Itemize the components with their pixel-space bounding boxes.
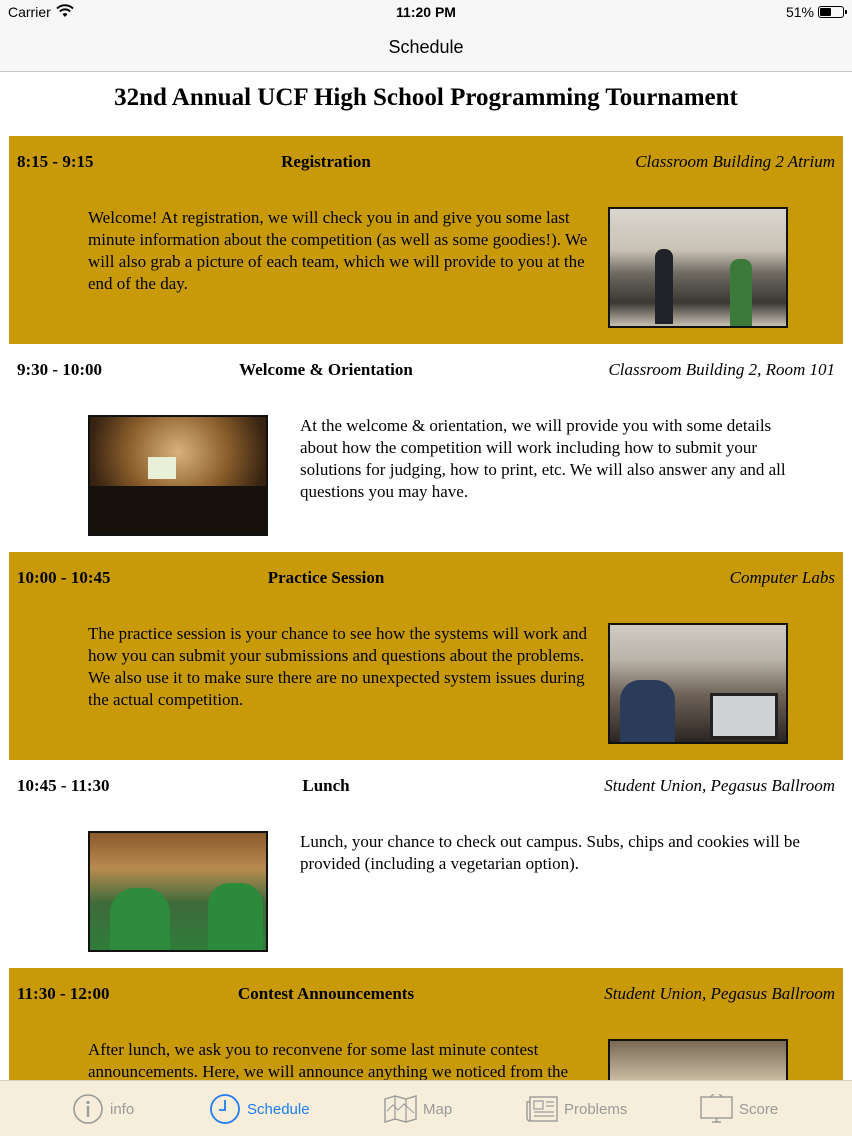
event-description: After lunch, we ask you to reconvene for some last minute contest announcements. Here, we will announce anything we noticed from the: [88, 1040, 569, 1080]
event-name: Registration: [281, 152, 371, 171]
status-bar: [0, 0, 852, 24]
event-name: Contest Announcements: [237, 984, 415, 1003]
schedule-scroll-view[interactable]: [0, 72, 852, 1080]
event-photo: [88, 831, 268, 952]
event-welcome-orientation: [9, 344, 843, 552]
event-location: Student Union, Pegasus Ballroom: [604, 776, 835, 795]
event-body: [9, 604, 843, 760]
event-body: [9, 396, 843, 552]
event-photo: [608, 623, 788, 744]
tab-label: Problems: [564, 1100, 628, 1118]
event-name: Lunch: [302, 776, 350, 795]
tab-score[interactable]: [700, 1081, 778, 1137]
event-time: 11:30 - 12:00: [17, 984, 110, 1003]
nav-title: Schedule: [388, 37, 464, 57]
event-photo: [88, 415, 268, 536]
event-location: Student Union, Pegasus Ballroom: [604, 984, 835, 1003]
event-name: Practice Session: [267, 568, 385, 587]
event-name: Welcome & Orientation: [239, 360, 413, 379]
tab-label: Score: [739, 1100, 779, 1118]
event-header: [9, 760, 843, 812]
event-header: [9, 344, 843, 396]
event-description: The practice session is your chance to see how the systems will work and how you can submit your submissions and questions about the problems. We also use it to make sure there are no unexpected system issues during the actual competition.: [88, 624, 588, 709]
event-header: [9, 136, 843, 188]
info-icon: [72, 1093, 104, 1125]
tab-label: info: [110, 1100, 135, 1118]
carrier-label: Carrier: [8, 4, 51, 20]
tab-problems[interactable]: [526, 1081, 627, 1137]
event-body: [9, 812, 843, 968]
event-description: Welcome! At registration, we will check you in and give you some last minute information about the competition (as well as some goodies!). We will also grab a picture of each team, which we will provide to you at the end of the day.: [88, 208, 588, 293]
status-time: 11:20 PM: [396, 4, 456, 20]
tab-schedule[interactable]: [209, 1081, 310, 1137]
monitor-icon: [700, 1094, 733, 1124]
event-body: [9, 188, 843, 344]
battery-icon: [818, 6, 844, 18]
tab-bar: [0, 1080, 852, 1136]
tab-label: Map: [423, 1100, 453, 1118]
event-time: 8:15 - 9:15: [17, 152, 94, 171]
event-location: Classroom Building 2 Atrium: [635, 152, 835, 171]
event-time: 9:30 - 10:00: [17, 360, 102, 379]
page-title: 32nd Annual UCF High School Programming Tournament: [114, 84, 738, 111]
event-registration: [9, 136, 843, 344]
event-contest-announcements: [9, 968, 843, 1080]
map-icon: [384, 1095, 417, 1123]
event-header: [9, 552, 843, 604]
battery-percent: 51%: [785, 4, 814, 20]
event-description: Lunch, your chance to check out campus. Subs, chips and cookies will be provided (including a vegetarian option).: [300, 832, 800, 873]
nav-bar: [0, 24, 852, 72]
newspaper-icon: [526, 1096, 558, 1122]
tab-label: Schedule: [247, 1100, 310, 1118]
event-time: 10:45 - 11:30: [17, 776, 110, 795]
event-body: [9, 1020, 843, 1080]
tab-info[interactable]: [72, 1081, 134, 1137]
event-time: 10:00 - 10:45: [17, 568, 111, 587]
event-practice-session: [9, 552, 843, 760]
event-photo: [608, 1039, 788, 1080]
tab-map[interactable]: [384, 1081, 452, 1137]
clock-icon: [209, 1093, 241, 1125]
event-location: Computer Labs: [729, 568, 835, 587]
event-lunch: [9, 760, 843, 968]
event-location: Classroom Building 2, Room 101: [608, 360, 835, 379]
event-description: At the welcome & orientation, we will provide you with some details about how the competition will work including how to submit your solutions for judging, how to print, etc. We will also answer any and all questions you may have.: [300, 416, 786, 501]
event-photo: [608, 207, 788, 328]
event-header: [9, 968, 843, 1020]
